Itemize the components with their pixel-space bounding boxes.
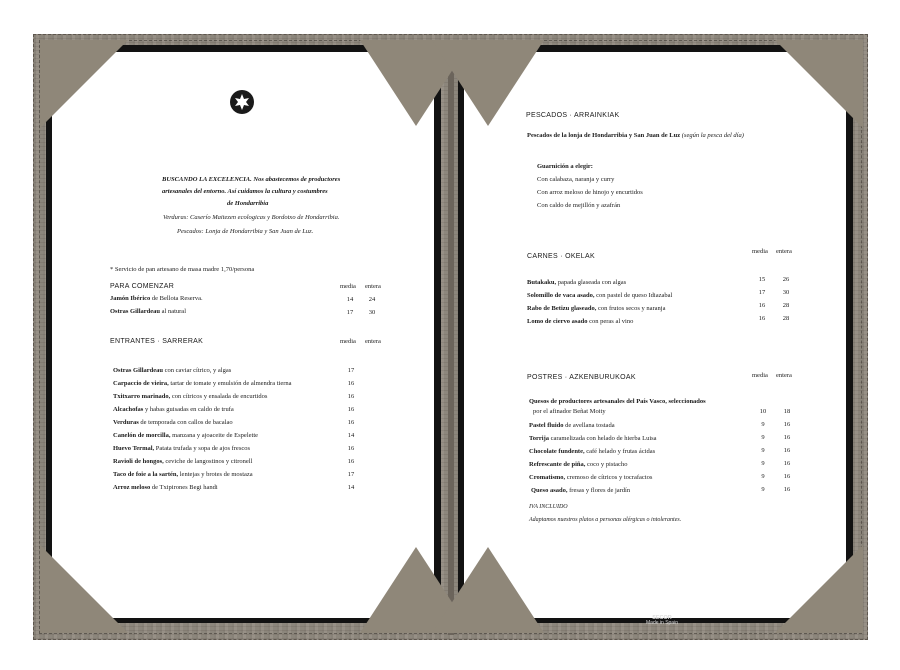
menu-item: Lomo de ciervo asado con peras al vino bbox=[527, 318, 634, 325]
price-media: 10 bbox=[759, 408, 767, 415]
menu-item: Butakaku, papada glaseada con algas bbox=[527, 279, 627, 286]
intro-line-3: de Hondarribia bbox=[227, 200, 269, 207]
sources-line-1: Verduras: Caserío Maitezen ecologicas y Bordotxo de Hondarribia. bbox=[163, 214, 340, 221]
price-media: 16 bbox=[758, 302, 766, 309]
section-title-postres: POSTRES · AZKENBURUKOAK bbox=[527, 374, 636, 381]
menu-item: Ravioli de hongos, ceviche de langostinos y citronell bbox=[113, 458, 253, 465]
brand-name: SECOR bbox=[652, 615, 672, 621]
folder-spine bbox=[448, 40, 454, 635]
iva-note: IVA INCLUIDO bbox=[529, 504, 568, 510]
section-title-carnes: CARNES · OKELAK bbox=[527, 253, 595, 260]
pescados-main: Pescados de la lonja de Hondarribia y San Juan de Luz (según la pesca del día) bbox=[527, 132, 744, 139]
price: 16 bbox=[347, 406, 355, 413]
brand-origin: Made in Spain bbox=[646, 620, 678, 627]
sources-line-2: Pescados: Lonja de Hondarribia y San Juan de Luz. bbox=[177, 228, 314, 235]
column-header-entera: entera bbox=[365, 338, 381, 345]
price-entera: 16 bbox=[783, 473, 791, 480]
menu-item: Cromatismo, cremoso de cítricos y tocrafactos bbox=[529, 474, 653, 481]
brand-label bbox=[642, 615, 682, 627]
menu-item: Chocolate fundente, café helado y frutas ácidas bbox=[529, 448, 656, 455]
menu-item: Arroz meloso de Txipirones Begi handi bbox=[113, 484, 218, 491]
menu-item: Huevo Termal, Patata trufada y sopa de ajos frescos bbox=[113, 445, 251, 452]
menu-item: Txitxarro marinado, con cítricos y ensalada de encurtidos bbox=[113, 393, 268, 400]
price-entera: 28 bbox=[782, 302, 790, 309]
price-media: 9 bbox=[761, 473, 765, 480]
price: 17 bbox=[347, 471, 355, 478]
price-media: 9 bbox=[761, 447, 765, 454]
corner-pocket-bottom-left bbox=[40, 545, 128, 633]
price-entera: 16 bbox=[783, 434, 791, 441]
allergy-note: Adaptamos nuestros platos a personas alérgicas o intolerantes. bbox=[529, 517, 682, 523]
corner-pocket-bottom-center-right bbox=[432, 547, 544, 633]
price-entera: 26 bbox=[782, 276, 790, 283]
column-header-media: media bbox=[340, 283, 356, 290]
price: 16 bbox=[347, 458, 355, 465]
bread-note: * Servicio de pan artesano de masa madre 1,70/persona bbox=[110, 266, 255, 273]
price-entera: 16 bbox=[783, 447, 791, 454]
menu-item: Pastel fluido de avellana tostada bbox=[529, 422, 615, 429]
menu-item: Verduras de temporada con callos de bacalao bbox=[113, 419, 233, 426]
leaf-logo-icon bbox=[230, 90, 254, 114]
price: 16 bbox=[347, 380, 355, 387]
price-entera: 16 bbox=[783, 421, 791, 428]
price-entera: 28 bbox=[782, 315, 790, 322]
left-menu-page bbox=[52, 52, 434, 618]
menu-item: Rabo de Betizu glaseado, con frutos secos y naranja bbox=[527, 305, 666, 312]
price-entera: 24 bbox=[368, 296, 376, 303]
column-header-media: media bbox=[340, 338, 356, 345]
column-header-entera: entera bbox=[776, 248, 792, 255]
corner-pocket-top-right bbox=[775, 40, 863, 128]
menu-item: Jamón Ibérico de Bellota Reserva. bbox=[110, 295, 203, 302]
intro-line-1: BUSCANDO LA EXCELENCIA. Nos abastecemos de productores bbox=[162, 176, 341, 183]
garnish-option: Con calabaza, naranja y curry bbox=[537, 176, 615, 183]
price-media: 9 bbox=[761, 486, 765, 493]
price-entera: 16 bbox=[783, 460, 791, 467]
price: 16 bbox=[347, 419, 355, 426]
menu-item: Canelón de morcilla, manzana y ajoaceite de Espelette bbox=[113, 432, 259, 439]
menu-item: Refrescante de piña, coco y pistacho bbox=[529, 461, 628, 468]
menu-item: Taco de foie a la sartén, lentejas y brotes de mostaza bbox=[113, 471, 253, 478]
price-media: 9 bbox=[761, 434, 765, 441]
section-title-entrantes: ENTRANTES · SARRERAK bbox=[110, 338, 204, 345]
price: 16 bbox=[347, 445, 355, 452]
garnish-option: Con caldo de mejillón y azafrán bbox=[537, 202, 621, 209]
menu-item: Queso asado, fresas y flores de jardín bbox=[531, 487, 631, 494]
price-media: 14 bbox=[346, 296, 354, 303]
price: 14 bbox=[347, 484, 355, 491]
menu-item: Carpaccio de vieira, tartar de tomate y emulsión de almendra tierna bbox=[113, 380, 292, 387]
menu-item-line2: por el afinador Beñat Moity bbox=[533, 408, 606, 415]
price-entera: 30 bbox=[368, 309, 376, 316]
menu-item: Ostras Gillardeau al natural bbox=[110, 308, 187, 315]
corner-pocket-top-left bbox=[40, 40, 128, 128]
garnish-option: Con arroz meloso de hinojo y encurtidos bbox=[537, 189, 643, 196]
price-media: 17 bbox=[758, 289, 766, 296]
menu-item: Torrija caramelizada con helado de hierba Luisa bbox=[529, 435, 657, 442]
corner-pocket-bottom-right bbox=[775, 545, 863, 633]
price-media: 16 bbox=[758, 315, 766, 322]
section-title-pescados: PESCADOS · ARRAINKIAK bbox=[526, 112, 620, 119]
menu-item: Quesos de productores artesanales del País Vasco, seleccionados bbox=[529, 398, 706, 405]
menu-item: Alcachofas y habas guisadas en caldo de trufa bbox=[113, 406, 234, 413]
column-header-media: media bbox=[752, 248, 768, 255]
price-media: 17 bbox=[346, 309, 354, 316]
menu-item: Ostras Gillardeau con caviar cítrico, y algas bbox=[113, 367, 232, 374]
price-entera: 30 bbox=[782, 289, 790, 296]
price: 16 bbox=[347, 393, 355, 400]
column-header-entera: entera bbox=[365, 283, 381, 290]
price-media: 9 bbox=[761, 421, 765, 428]
price: 17 bbox=[347, 367, 355, 374]
menu-item: Solomillo de vaca asado, con pastel de queso Idiazabal bbox=[527, 292, 673, 299]
intro-line-2: artesanales del entorno. Así cuidamos la cultura y costumbres bbox=[162, 188, 328, 195]
price: 14 bbox=[347, 432, 355, 439]
column-header-media: media bbox=[752, 372, 768, 379]
price-entera: 16 bbox=[783, 486, 791, 493]
section-title-para-comenzar: PARA COMENZAR bbox=[110, 283, 175, 290]
price-media: 9 bbox=[761, 460, 765, 467]
garnish-title: Guarnición a elegir: bbox=[537, 163, 593, 170]
column-header-entera: entera bbox=[776, 372, 792, 379]
price-media: 15 bbox=[758, 276, 766, 283]
price-entera: 18 bbox=[783, 408, 791, 415]
